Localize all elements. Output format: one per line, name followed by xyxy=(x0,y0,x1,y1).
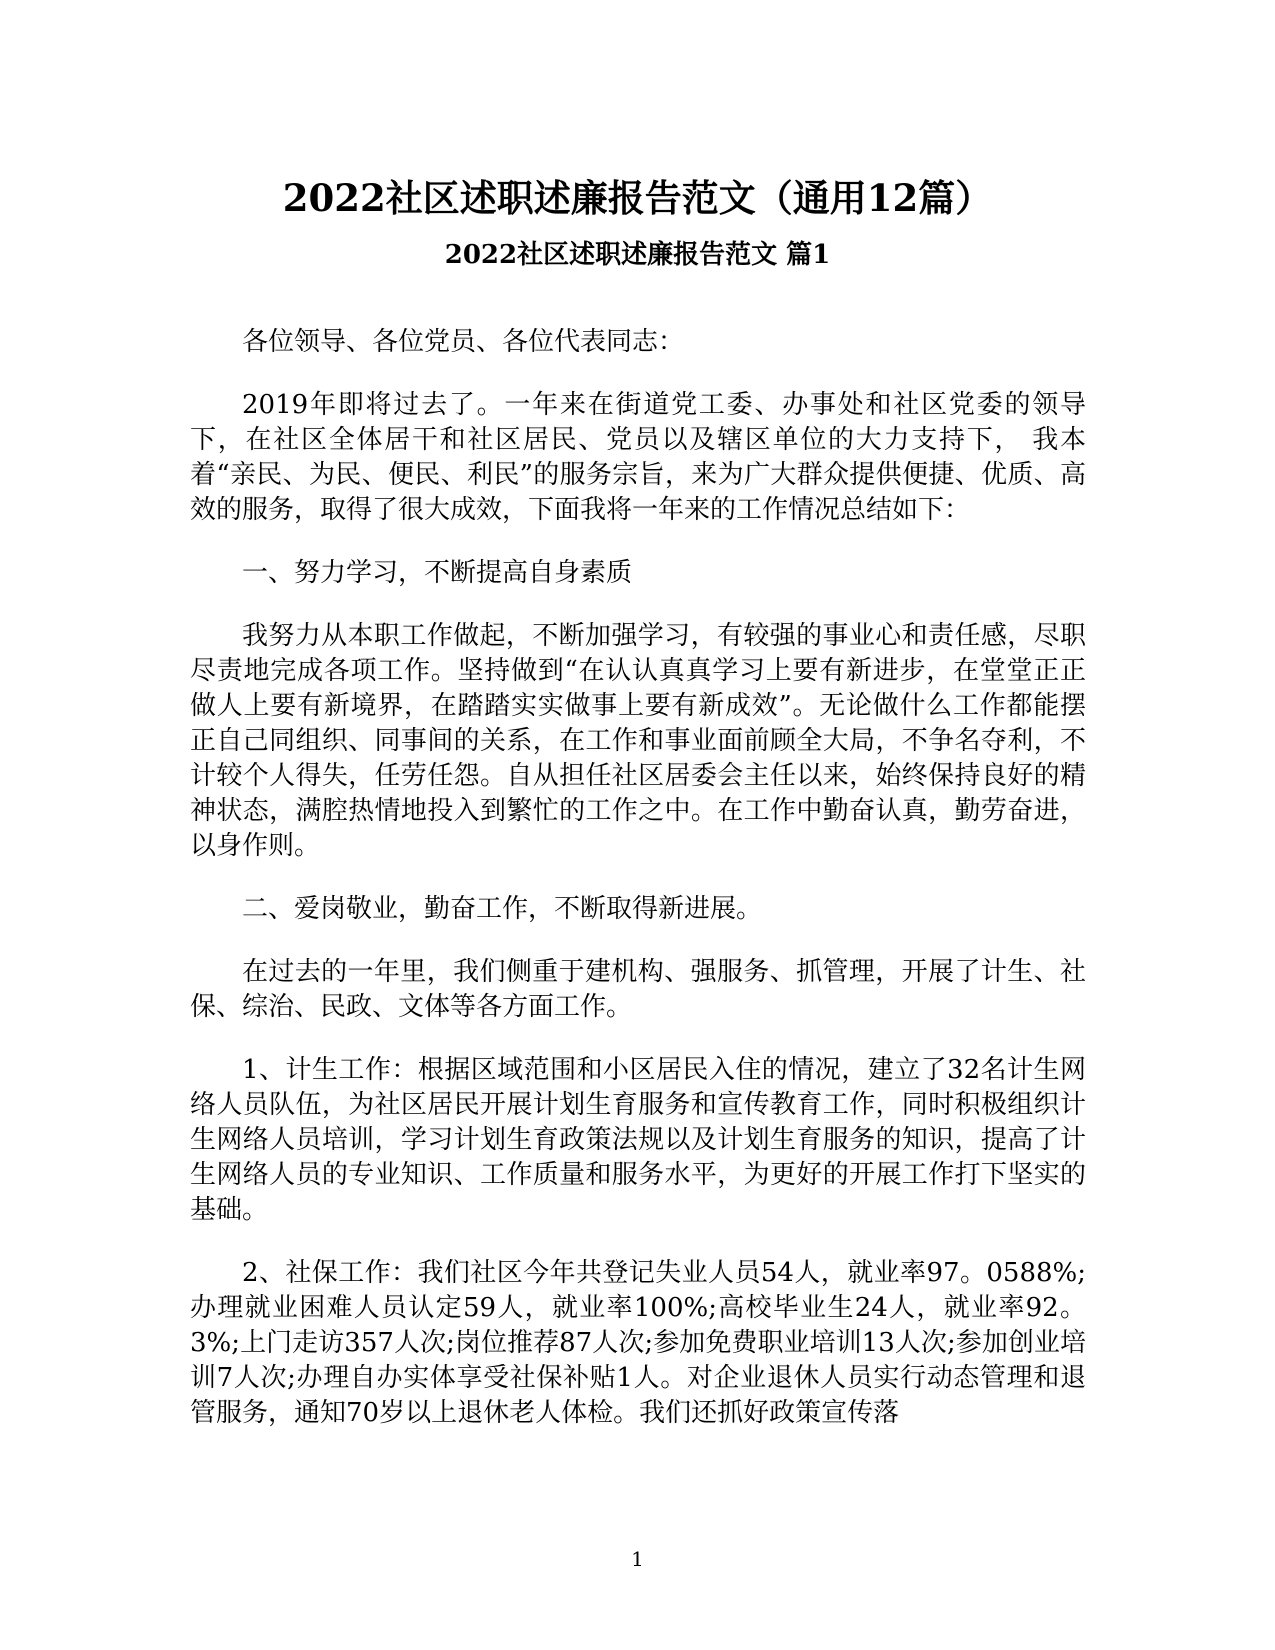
page-number: 1 xyxy=(631,1547,644,1571)
document-body xyxy=(190,325,1086,1431)
paragraph-heading-study: 一、努力学习，不断提高自身素质 xyxy=(242,558,633,588)
paragraph-intro: 2019年即将过去了。一年来在街道党工委、办事处和社区党委的领导下，在社区全体居干和社区居民、党员以及辖区单位的大力支持下， 我本着“亲民、为民、便民、利民”的服务宗旨，来为广大群众提供便捷、优质、高效的服务，取得了很大成效，下面我将一年来的工作情况总结如下： xyxy=(190,390,1086,525)
paragraph-work-overview: 在过去的一年里，我们侧重于建机构、强服务、抓管理，开展了计生、社保、综治、民政、文体等各方面工作。 xyxy=(190,957,1086,1022)
paragraph-study: 我努力从本职工作做起，不断加强学习，有较强的事业心和责任感，尽职尽责地完成各项工作。坚持做到“在认认真真学习上要有新进步，在堂堂正正做人上要有新境界，在踏踏实实做事上要有新成效”。无论做什么工作都能摆正自己同组织、同事间的关系，在工作和事业面前顾全大局，不争名夺利，不计较个人得失，任劳任怨。自从担任社区居委会主任以来，始终保持良好的精神状态，满腔热情地投入到繁忙的工作之中。在工作中勤奋认真，勤劳奋进，以身作则。 xyxy=(190,621,1086,861)
section-title: 2022社区述职述廉报告范文 篇1 xyxy=(444,240,831,270)
paragraph-greeting: 各位领导、各位党员、各位代表同志： xyxy=(242,327,685,357)
paragraph-social-security: 2、社保工作：我们社区今年共登记失业人员54人，就业率97。0588%;办理就业困难人员认定59人，就业率100%;高校毕业生24人，就业率92。3%;上门走访357人次;岗位推荐87人次;参加免费职业培训13人次;参加创业培训7人次;办理自办实体享受社保补贴1人。对企业退休人员实行动态管理和退管服务，通知70岁以上退休老人体检。我们还抓好政策宣传落 xyxy=(190,1258,1086,1428)
paragraph-family-planning: 1、计生工作：根据区域范围和小区居民入住的情况，建立了32名计生网络人员队伍，为社区居民开展计划生育服务和宣传教育工作，同时积极组织计生网络人员培训，学习计划生育政策法规以及计划生育服务的知识，提高了计生网络人员的专业知识、工作质量和服务水平，为更好的开展工作打下坚实的基础。 xyxy=(190,1055,1086,1225)
document-title: 2022社区述职述廉报告范文（通用12篇） xyxy=(282,176,993,220)
paragraph-heading-work: 二、爱岗敬业，勤奋工作，不断取得新进展。 xyxy=(242,894,763,924)
